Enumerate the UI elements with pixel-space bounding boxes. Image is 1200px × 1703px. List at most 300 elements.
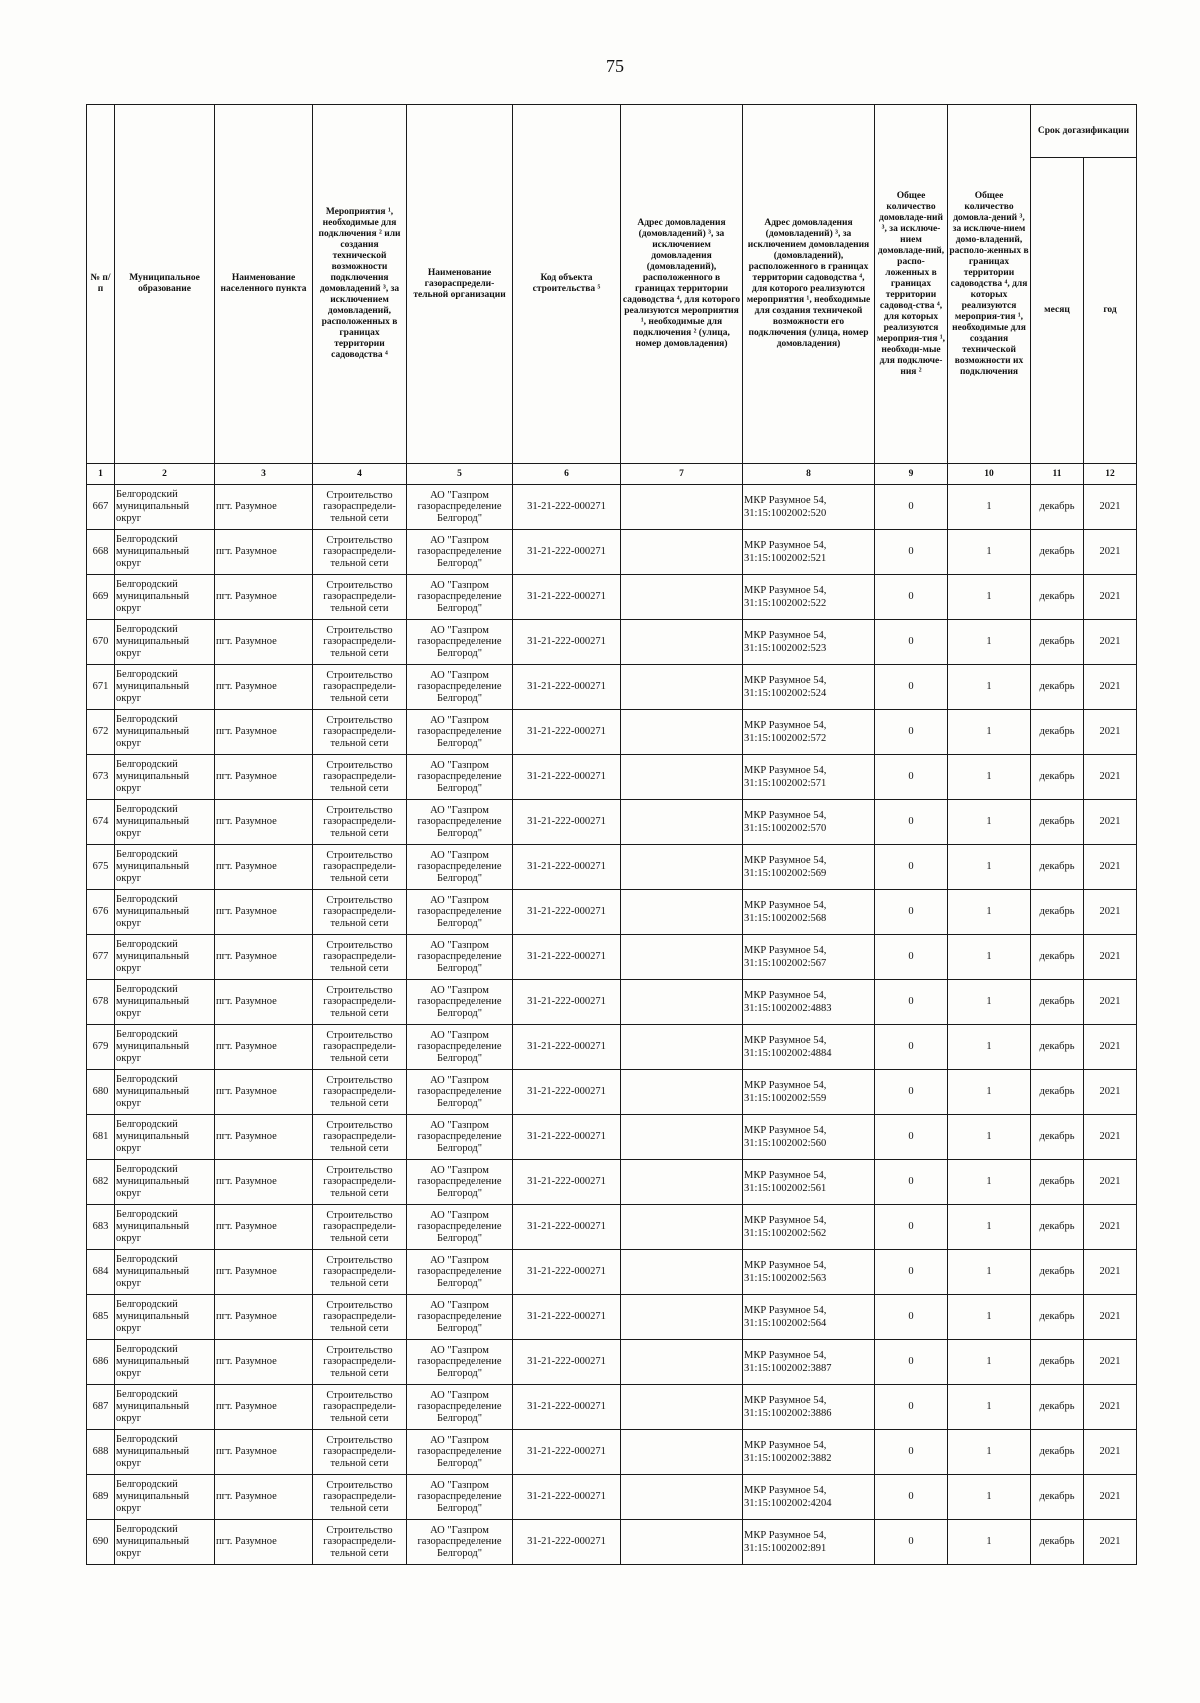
cell-year: 2021 [1084,1430,1137,1475]
cell-municipality: Белгородский муниципальный округ [115,1160,215,1205]
cell-address-connection [621,620,743,665]
table-row [87,1520,1137,1565]
table-row [87,620,1137,665]
cell-event: Строительство газораспредели-тельной сети [313,800,407,845]
cell-object-code: 31-21-222-000271 [513,1295,621,1340]
cell-event: Строительство газораспредели-тельной сети [313,1070,407,1115]
cell-row-number: 684 [87,1250,115,1295]
cell-year: 2021 [1084,935,1137,980]
cell-event: Строительство газораспредели-тельной сети [313,980,407,1025]
cell-address: МКР Разумное 54, 31:15:1002002:569 [743,845,875,890]
cell-event: Строительство газораспредели-тельной сети [313,1340,407,1385]
cell-event: Строительство газораспредели-тельной сети [313,710,407,755]
table-row [87,845,1137,890]
cell-row-number: 686 [87,1340,115,1385]
table-row [87,890,1137,935]
cell-address: МКР Разумное 54, 31:15:1002002:560 [743,1115,875,1160]
cell-row-number: 678 [87,980,115,1025]
cell-event: Строительство газораспредели-тельной сети [313,485,407,530]
cell-year: 2021 [1084,1475,1137,1520]
cell-locality: пгт. Разумное [215,1070,313,1115]
cell-address-connection [621,1070,743,1115]
cell-address: МКР Разумное 54, 31:15:1002002:3887 [743,1340,875,1385]
cell-count-capability: 1 [948,800,1031,845]
cell-locality: пгт. Разумное [215,1430,313,1475]
cell-year: 2021 [1084,1385,1137,1430]
cell-event: Строительство газораспредели-тельной сети [313,890,407,935]
cell-organization: АО "Газпром газораспределение Белгород" [407,710,513,755]
cell-event: Строительство газораспредели-тельной сети [313,1160,407,1205]
cell-count-connection: 0 [875,620,948,665]
cell-row-number: 672 [87,710,115,755]
cell-event: Строительство газораспредели-тельной сети [313,1025,407,1070]
cell-count-connection: 0 [875,485,948,530]
cell-month: декабрь [1031,800,1084,845]
cell-object-code: 31-21-222-000271 [513,800,621,845]
cell-address: МКР Разумное 54, 31:15:1002002:559 [743,1070,875,1115]
cell-address: МКР Разумное 54, 31:15:1002002:4204 [743,1475,875,1520]
cell-month: декабрь [1031,1115,1084,1160]
cell-month: декабрь [1031,755,1084,800]
cell-year: 2021 [1084,755,1137,800]
cell-municipality: Белгородский муниципальный округ [115,755,215,800]
cell-count-capability: 1 [948,755,1031,800]
cell-address-connection [621,1205,743,1250]
cell-row-number: 683 [87,1205,115,1250]
page-number: 75 [606,56,624,76]
cell-organization: АО "Газпром газораспределение Белгород" [407,1520,513,1565]
cell-address-connection [621,890,743,935]
cell-organization: АО "Газпром газораспределение Белгород" [407,1385,513,1430]
cell-address-connection [621,935,743,980]
cell-year: 2021 [1084,1205,1137,1250]
cell-address: МКР Разумное 54, 31:15:1002002:891 [743,1520,875,1565]
cell-event: Строительство газораспредели-тельной сети [313,1115,407,1160]
cell-locality: пгт. Разумное [215,1115,313,1160]
cell-count-connection: 0 [875,530,948,575]
cell-row-number: 685 [87,1295,115,1340]
cell-address-connection [621,800,743,845]
cell-object-code: 31-21-222-000271 [513,845,621,890]
table-row [87,1430,1137,1475]
cell-count-connection: 0 [875,1385,948,1430]
cell-count-capability: 1 [948,1475,1031,1520]
cell-count-connection: 0 [875,1430,948,1475]
cell-address: МКР Разумное 54, 31:15:1002002:568 [743,890,875,935]
header-term: Срок догазификации [1031,105,1137,158]
cell-address-connection [621,1295,743,1340]
cell-municipality: Белгородский муниципальный округ [115,845,215,890]
cell-count-capability: 1 [948,1205,1031,1250]
cell-count-connection: 0 [875,1520,948,1565]
cell-locality: пгт. Разумное [215,890,313,935]
cell-address: МКР Разумное 54, 31:15:1002002:562 [743,1205,875,1250]
header-municipality: Муниципальное образование [115,105,215,464]
cell-municipality: Белгородский муниципальный округ [115,485,215,530]
cell-event: Строительство газораспредели-тельной сети [313,530,407,575]
cell-municipality: Белгородский муниципальный округ [115,1025,215,1070]
cell-object-code: 31-21-222-000271 [513,890,621,935]
cell-object-code: 31-21-222-000271 [513,1205,621,1250]
cell-organization: АО "Газпром газораспределение Белгород" [407,845,513,890]
cell-month: декабрь [1031,1070,1084,1115]
cell-count-connection: 0 [875,1070,948,1115]
cell-address-connection [621,1025,743,1070]
table-row [87,935,1137,980]
cell-count-capability: 1 [948,1025,1031,1070]
cell-address: МКР Разумное 54, 31:15:1002002:567 [743,935,875,980]
table-row [87,1025,1137,1070]
cell-row-number: 679 [87,1025,115,1070]
cell-locality: пгт. Разумное [215,710,313,755]
cell-event: Строительство газораспредели-тельной сети [313,935,407,980]
cell-month: декабрь [1031,710,1084,755]
cell-address: МКР Разумное 54, 31:15:1002002:570 [743,800,875,845]
cell-object-code: 31-21-222-000271 [513,1385,621,1430]
header-address-capability: Адрес домовладения (домовладений) ³, за исключением домовладения (домовладений), расположенного в границах территории садоводства ⁴, для которого реализуются мероприятия ¹, необходимые для создания техничекой возможности его подключения (улица, номер домовладения) [743,105,875,464]
table-row [87,1160,1137,1205]
cell-row-number: 688 [87,1430,115,1475]
cell-address: МКР Разумное 54, 31:15:1002002:524 [743,665,875,710]
column-number: 9 [875,464,948,485]
cell-month: декабрь [1031,1295,1084,1340]
cell-object-code: 31-21-222-000271 [513,620,621,665]
cell-year: 2021 [1084,980,1137,1025]
cell-count-capability: 1 [948,1295,1031,1340]
cell-locality: пгт. Разумное [215,1160,313,1205]
cell-address-connection [621,845,743,890]
cell-address-connection [621,1160,743,1205]
cell-address-connection [621,1475,743,1520]
table-row [87,1295,1137,1340]
column-number: 8 [743,464,875,485]
cell-count-connection: 0 [875,1340,948,1385]
cell-month: декабрь [1031,890,1084,935]
cell-municipality: Белгородский муниципальный округ [115,1070,215,1115]
column-number: 10 [948,464,1031,485]
cell-count-capability: 1 [948,665,1031,710]
cell-month: декабрь [1031,1205,1084,1250]
cell-row-number: 689 [87,1475,115,1520]
cell-count-connection: 0 [875,1160,948,1205]
cell-locality: пгт. Разумное [215,1025,313,1070]
cell-municipality: Белгородский муниципальный округ [115,1430,215,1475]
cell-year: 2021 [1084,620,1137,665]
cell-organization: АО "Газпром газораспределение Белгород" [407,800,513,845]
cell-address-connection [621,575,743,620]
cell-address: МКР Разумное 54, 31:15:1002002:572 [743,710,875,755]
cell-municipality: Белгородский муниципальный округ [115,1385,215,1430]
cell-month: декабрь [1031,1160,1084,1205]
table-row [87,1475,1137,1520]
header-organization: Наименование газораспредели-тельной организации [407,105,513,464]
cell-locality: пгт. Разумное [215,935,313,980]
cell-object-code: 31-21-222-000271 [513,980,621,1025]
cell-municipality: Белгородский муниципальный округ [115,1205,215,1250]
cell-address-connection [621,1115,743,1160]
cell-address: МКР Разумное 54, 31:15:1002002:520 [743,485,875,530]
cell-organization: АО "Газпром газораспределение Белгород" [407,1475,513,1520]
cell-row-number: 682 [87,1160,115,1205]
cell-row-number: 677 [87,935,115,980]
cell-organization: АО "Газпром газораспределение Белгород" [407,1430,513,1475]
cell-count-capability: 1 [948,1520,1031,1565]
cell-count-connection: 0 [875,890,948,935]
cell-row-number: 669 [87,575,115,620]
cell-count-capability: 1 [948,485,1031,530]
cell-municipality: Белгородский муниципальный округ [115,1115,215,1160]
cell-year: 2021 [1084,1340,1137,1385]
cell-organization: АО "Газпром газораспределение Белгород" [407,1295,513,1340]
cell-organization: АО "Газпром газораспределение Белгород" [407,1340,513,1385]
cell-row-number: 670 [87,620,115,665]
cell-municipality: Белгородский муниципальный округ [115,665,215,710]
cell-object-code: 31-21-222-000271 [513,1340,621,1385]
header-events: Мероприятия ¹, необходимые для подключения ² или создания технической возможности подключения домовладений ³, за исключением домовладений, расположенных в границах территории садоводства ⁴ [313,105,407,464]
cell-object-code: 31-21-222-000271 [513,1520,621,1565]
header-locality: Наименование населенного пункта [215,105,313,464]
cell-locality: пгт. Разумное [215,485,313,530]
cell-year: 2021 [1084,1115,1137,1160]
cell-locality: пгт. Разумное [215,530,313,575]
cell-address: МКР Разумное 54, 31:15:1002002:561 [743,1160,875,1205]
cell-address-connection [621,1520,743,1565]
column-number: 12 [1084,464,1137,485]
cell-locality: пгт. Разумное [215,1295,313,1340]
cell-address-connection [621,530,743,575]
header-row [87,105,1137,158]
cell-count-capability: 1 [948,1115,1031,1160]
cell-object-code: 31-21-222-000271 [513,1070,621,1115]
cell-count-capability: 1 [948,890,1031,935]
cell-month: декабрь [1031,935,1084,980]
cell-object-code: 31-21-222-000271 [513,575,621,620]
cell-month: декабрь [1031,1025,1084,1070]
cell-count-capability: 1 [948,530,1031,575]
table-row [87,1250,1137,1295]
cell-address-connection [621,665,743,710]
cell-year: 2021 [1084,575,1137,620]
cell-municipality: Белгородский муниципальный округ [115,1520,215,1565]
cell-locality: пгт. Разумное [215,1385,313,1430]
cell-event: Строительство газораспредели-тельной сети [313,1520,407,1565]
cell-address: МКР Разумное 54, 31:15:1002002:3886 [743,1385,875,1430]
cell-address-connection [621,1250,743,1295]
cell-municipality: Белгородский муниципальный округ [115,1295,215,1340]
column-number: 2 [115,464,215,485]
cell-object-code: 31-21-222-000271 [513,665,621,710]
cell-municipality: Белгородский муниципальный округ [115,1340,215,1385]
table-row [87,980,1137,1025]
cell-object-code: 31-21-222-000271 [513,755,621,800]
cell-event: Строительство газораспредели-тельной сети [313,1385,407,1430]
cell-object-code: 31-21-222-000271 [513,1025,621,1070]
cell-locality: пгт. Разумное [215,575,313,620]
cell-count-connection: 0 [875,1295,948,1340]
cell-locality: пгт. Разумное [215,845,313,890]
cell-year: 2021 [1084,1295,1137,1340]
cell-municipality: Белгородский муниципальный округ [115,1250,215,1295]
cell-organization: АО "Газпром газораспределение Белгород" [407,530,513,575]
header-num: № п/п [87,105,115,464]
cell-address-connection [621,710,743,755]
cell-year: 2021 [1084,1070,1137,1115]
cell-count-capability: 1 [948,1250,1031,1295]
cell-address: МКР Разумное 54, 31:15:1002002:563 [743,1250,875,1295]
cell-month: декабрь [1031,530,1084,575]
cell-month: декабрь [1031,980,1084,1025]
header-count-connection: Общее количество домовладе-ний ³, за исключе-нием домовладе-ний, распо-ложенных в границах территории садовод-ства ⁴, для которых реализуются мероприя-тия ¹, необходи-мые для подключе-ния ² [875,105,948,464]
cell-locality: пгт. Разумное [215,620,313,665]
cell-count-capability: 1 [948,845,1031,890]
cell-year: 2021 [1084,800,1137,845]
cell-address: МКР Разумное 54, 31:15:1002002:4884 [743,1025,875,1070]
cell-row-number: 687 [87,1385,115,1430]
cell-event: Строительство газораспредели-тельной сети [313,1430,407,1475]
header-year: год [1084,158,1137,464]
cell-locality: пгт. Разумное [215,1250,313,1295]
cell-organization: АО "Газпром газораспределение Белгород" [407,620,513,665]
cell-municipality: Белгородский муниципальный округ [115,1475,215,1520]
table-row [87,485,1137,530]
cell-organization: АО "Газпром газораспределение Белгород" [407,485,513,530]
cell-month: декабрь [1031,485,1084,530]
cell-locality: пгт. Разумное [215,755,313,800]
cell-count-connection: 0 [875,1115,948,1160]
cell-year: 2021 [1084,530,1137,575]
column-number: 5 [407,464,513,485]
cell-address-connection [621,1340,743,1385]
header-count-capability: Общее количество домовла-дений ³, за исключе-нием домо-владений, располо-женных в границах территории садоводства ⁴, для которых реализуются мероприя-тия ¹, необходимые для создания технической возможности их подключения [948,105,1031,464]
cell-address-connection [621,1430,743,1475]
cell-object-code: 31-21-222-000271 [513,710,621,755]
cell-address-connection [621,755,743,800]
cell-count-capability: 1 [948,1340,1031,1385]
cell-event: Строительство газораспредели-тельной сети [313,845,407,890]
cell-count-connection: 0 [875,755,948,800]
cell-count-connection: 0 [875,710,948,755]
cell-address: МКР Разумное 54, 31:15:1002002:523 [743,620,875,665]
cell-event: Строительство газораспредели-тельной сети [313,755,407,800]
cell-row-number: 668 [87,530,115,575]
cell-row-number: 671 [87,665,115,710]
cell-month: декабрь [1031,845,1084,890]
cell-month: декабрь [1031,1520,1084,1565]
cell-year: 2021 [1084,665,1137,710]
cell-count-connection: 0 [875,845,948,890]
cell-count-capability: 1 [948,1160,1031,1205]
column-number: 3 [215,464,313,485]
cell-locality: пгт. Разумное [215,1520,313,1565]
table-row [87,1070,1137,1115]
cell-year: 2021 [1084,1520,1137,1565]
cell-locality: пгт. Разумное [215,1475,313,1520]
cell-count-connection: 0 [875,1475,948,1520]
cell-locality: пгт. Разумное [215,1205,313,1250]
cell-count-connection: 0 [875,575,948,620]
column-number: 4 [313,464,407,485]
cell-count-capability: 1 [948,980,1031,1025]
cell-month: декабрь [1031,575,1084,620]
table-row [87,575,1137,620]
table-row [87,755,1137,800]
cell-row-number: 690 [87,1520,115,1565]
cell-organization: АО "Газпром газораспределение Белгород" [407,755,513,800]
column-number: 6 [513,464,621,485]
column-number: 7 [621,464,743,485]
cell-year: 2021 [1084,845,1137,890]
header-address-connection: Адрес домовладения (домовладений) ³, за исключением домовладения (домовладений), расположенного в границах территории садоводства ⁴, для которого реализуются мероприятия ¹, необходимые для подключения ² (улица, номер домовладения) [621,105,743,464]
cell-row-number: 674 [87,800,115,845]
cell-count-capability: 1 [948,575,1031,620]
cell-organization: АО "Газпром газораспределение Белгород" [407,1025,513,1070]
cell-count-capability: 1 [948,620,1031,665]
cell-address: МКР Разумное 54, 31:15:1002002:571 [743,755,875,800]
cell-municipality: Белгородский муниципальный округ [115,890,215,935]
table-body [87,485,1137,1565]
cell-organization: АО "Газпром газораспределение Белгород" [407,980,513,1025]
table-row [87,665,1137,710]
cell-municipality: Белгородский муниципальный округ [115,620,215,665]
cell-month: декабрь [1031,1475,1084,1520]
cell-month: декабрь [1031,1430,1084,1475]
cell-count-connection: 0 [875,1025,948,1070]
cell-locality: пгт. Разумное [215,800,313,845]
table-row [87,800,1137,845]
cell-count-connection: 0 [875,665,948,710]
cell-event: Строительство газораспредели-тельной сети [313,575,407,620]
cell-object-code: 31-21-222-000271 [513,1250,621,1295]
cell-object-code: 31-21-222-000271 [513,1160,621,1205]
cell-count-capability: 1 [948,935,1031,980]
cell-municipality: Белгородский муниципальный округ [115,530,215,575]
cell-count-connection: 0 [875,980,948,1025]
cell-count-capability: 1 [948,710,1031,755]
cell-count-connection: 0 [875,1250,948,1295]
cell-month: декабрь [1031,1250,1084,1295]
cell-year: 2021 [1084,485,1137,530]
cell-address: МКР Разумное 54, 31:15:1002002:4883 [743,980,875,1025]
table-row [87,1340,1137,1385]
cell-organization: АО "Газпром газораспределение Белгород" [407,1205,513,1250]
column-number: 1 [87,464,115,485]
cell-count-capability: 1 [948,1430,1031,1475]
cell-row-number: 673 [87,755,115,800]
cell-year: 2021 [1084,1250,1137,1295]
cell-count-connection: 0 [875,1205,948,1250]
cell-year: 2021 [1084,1160,1137,1205]
column-number: 11 [1031,464,1084,485]
cell-object-code: 31-21-222-000271 [513,485,621,530]
cell-row-number: 680 [87,1070,115,1115]
cell-month: декабрь [1031,1340,1084,1385]
cell-row-number: 667 [87,485,115,530]
cell-municipality: Белгородский муниципальный округ [115,710,215,755]
cell-organization: АО "Газпром газораспределение Белгород" [407,935,513,980]
cell-object-code: 31-21-222-000271 [513,1430,621,1475]
cell-organization: АО "Газпром газораспределение Белгород" [407,890,513,935]
cell-count-connection: 0 [875,935,948,980]
cell-event: Строительство газораспредели-тельной сети [313,620,407,665]
cell-year: 2021 [1084,890,1137,935]
cell-object-code: 31-21-222-000271 [513,1115,621,1160]
cell-organization: АО "Газпром газораспределение Белгород" [407,1160,513,1205]
cell-row-number: 681 [87,1115,115,1160]
cell-object-code: 31-21-222-000271 [513,935,621,980]
cell-row-number: 676 [87,890,115,935]
cell-address: МКР Разумное 54, 31:15:1002002:522 [743,575,875,620]
cell-address-connection [621,1385,743,1430]
